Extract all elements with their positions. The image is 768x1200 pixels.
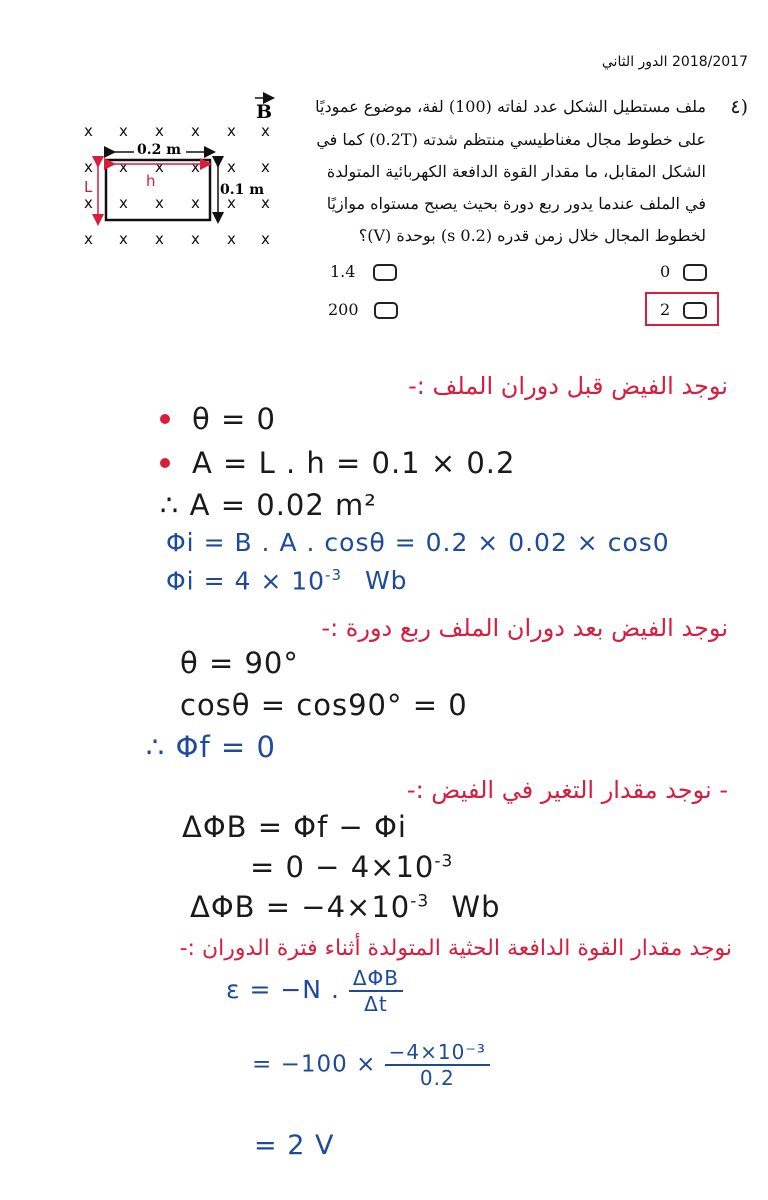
final-flux: ∴ Φf = 0	[146, 730, 276, 764]
coil-field-diagram	[70, 90, 290, 260]
emf-sub-denominator: 0.2	[419, 1066, 455, 1090]
option-0-label: 0	[660, 262, 671, 281]
option-0[interactable]	[660, 262, 707, 281]
step3-heading: - نوجد مقدار التغير في الفيض :-	[406, 776, 728, 804]
option-1[interactable]	[330, 262, 397, 281]
cross-icon: x	[261, 122, 270, 140]
emf-numerator: ΔΦB	[349, 966, 403, 992]
cos-result: cosθ = cos90° = 0	[180, 688, 468, 722]
cross-icon: x	[84, 122, 93, 140]
cross-icon: x	[191, 122, 200, 140]
area-formula: A = L . h = 0.1 × 0.2	[192, 446, 516, 480]
step4-heading: نوجد مقدار القوة الدافعة الحثية المتولدة أثناء فترة الدوران :-	[179, 936, 732, 961]
exam-session-header: 2018/2017 الدور الثاني	[601, 54, 748, 70]
flux-change-value: ΔΦB = −4×10	[190, 890, 411, 924]
cross-icon: x	[261, 194, 270, 212]
cross-icon: x	[84, 230, 93, 248]
option-3-label: 200	[328, 300, 359, 319]
step1-heading: نوجد الفيض قبل دوران الملف :-	[408, 372, 728, 400]
cross-icon: x	[84, 158, 93, 176]
initial-flux-formula: Φi = B . A . cosθ = 0.2 × 0.02 × cos0	[166, 528, 670, 557]
flux-change-substitution	[250, 850, 453, 884]
cross-icon: x	[119, 122, 128, 140]
option-1-bubble[interactable]	[373, 264, 397, 281]
option-1-label: 1.4	[330, 262, 356, 281]
width-label: 0.2 m	[137, 142, 182, 158]
height-label: 0.1 m	[220, 182, 265, 198]
emf-lhs: ε = −N .	[226, 975, 340, 1004]
question-line-1: ملف مستطيل الشكل عدد لفاته (100) لفة، موضوع عموديًا	[315, 97, 706, 116]
initial-flux-value: Φi = 4 × 10	[166, 566, 326, 596]
option-3[interactable]	[328, 300, 398, 319]
flux-change-exponent: -3	[410, 891, 430, 912]
emf-substitution	[252, 1040, 490, 1090]
cross-icon: x	[191, 194, 200, 212]
question-line-3: الشكل المقابل، ما مقدار القوة الدافعة الكهربائية المتولدة	[326, 162, 706, 181]
question-line-4: في الملف عندما يدور ربع دورة بحيث يصبح مستواه موازيًا	[326, 194, 706, 213]
cross-icon: x	[155, 158, 164, 176]
field-label: B	[256, 101, 273, 123]
cross-icon: x	[227, 122, 236, 140]
option-2[interactable]	[660, 300, 707, 319]
initial-flux-result	[166, 566, 408, 595]
emf-sub-lhs: = −100 ×	[252, 1051, 377, 1078]
cross-icon: x	[227, 158, 236, 176]
question-number: ٤)	[730, 96, 748, 118]
emf-result: = 2 V	[254, 1130, 335, 1161]
flux-change-result	[190, 890, 501, 924]
flux-change-sub-value: = 0 − 4×10	[250, 850, 435, 884]
option-0-bubble[interactable]	[683, 264, 707, 281]
initial-flux-exponent: -3	[325, 566, 342, 584]
emf-denominator: Δt	[364, 992, 388, 1016]
hand-l-label: L	[84, 178, 93, 196]
cross-icon: x	[155, 230, 164, 248]
cross-icon: x	[227, 194, 236, 212]
theta-final: θ = 90°	[180, 646, 299, 680]
step2-heading: نوجد الفيض بعد دوران الملف ربع دورة :-	[321, 614, 728, 642]
bullet-dot	[160, 414, 170, 424]
initial-flux-unit: Wb	[364, 566, 408, 596]
theta-initial: θ = 0	[192, 402, 276, 436]
question-line-5: لخطوط المجال خلال زمن قدره (0.2 s) بوحدة (V)؟	[358, 226, 706, 245]
flux-change-sub-exponent: -3	[434, 851, 454, 872]
emf-formula	[226, 966, 403, 1016]
cross-icon: x	[191, 230, 200, 248]
cross-icon: x	[119, 194, 128, 212]
cross-icon: x	[155, 194, 164, 212]
cross-icon: x	[155, 122, 164, 140]
flux-change-unit: Wb	[451, 890, 501, 924]
question-line-2: على خطوط مجال مغناطيسي منتظم شدته (0.2T) كما في	[316, 130, 706, 149]
area-result: ∴ A = 0.02 m²	[160, 488, 377, 522]
option-3-bubble[interactable]	[374, 302, 398, 319]
cross-icon: x	[227, 230, 236, 248]
bullet-dot	[160, 458, 170, 468]
emf-sub-numerator: −4×10⁻³	[385, 1040, 490, 1066]
cross-icon: x	[119, 158, 128, 176]
option-2-label: 2	[660, 300, 671, 319]
cross-icon: x	[261, 158, 270, 176]
hand-h-label: h	[146, 172, 156, 190]
cross-icon: x	[261, 230, 270, 248]
cross-icon: x	[119, 230, 128, 248]
flux-change-formula: ΔΦB = Φf − Φi	[182, 810, 407, 844]
option-2-bubble[interactable]	[683, 302, 707, 319]
cross-icon: x	[191, 158, 200, 176]
cross-icon: x	[84, 194, 93, 212]
